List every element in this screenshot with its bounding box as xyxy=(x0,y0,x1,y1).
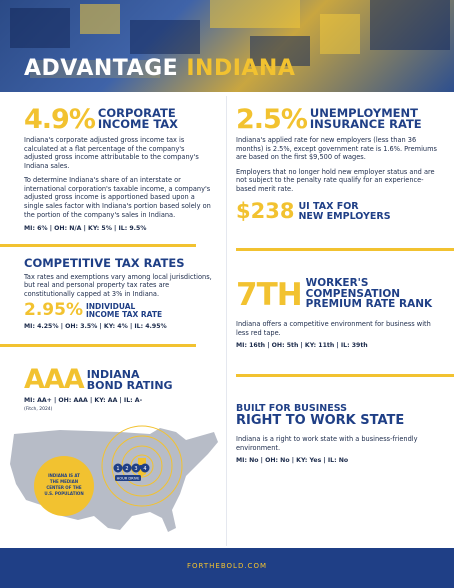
callout-line-4: U.S. POPULATION xyxy=(44,491,84,496)
ui-tax-stat: $238 xyxy=(236,199,295,224)
workers-comp-para: Indiana offers a competitive environment for business with less red tape. xyxy=(236,320,431,337)
workers-comp-stat: 7TH xyxy=(236,277,302,314)
footer xyxy=(0,548,454,588)
bond-rating-section xyxy=(24,366,220,413)
competitive-tax-para: Tax rates and exemptions vary among local jurisdictions, but real and personal property tax rates are constitutionally capped at 3% in Indiana. xyxy=(24,272,212,298)
workers-comp-bar xyxy=(236,374,454,377)
right-to-work-para: Indiana is a right to work state with a business-friendly environment. xyxy=(236,434,418,452)
hour-label-2: 2 xyxy=(125,466,129,472)
corporate-tax-section xyxy=(24,106,214,232)
unemployment-para1: Indiana's applied rate for new employers (less than 36 months) is 2.5%, except government rate is 1.6%. Premiums are based on the first $9,500 of wages. xyxy=(236,136,437,162)
bond-rating-heading: INDIANA BOND RATING xyxy=(86,367,173,392)
us-map xyxy=(0,420,226,548)
corporate-tax-comparison: MI: 6% | OH: N/A | KY: 5% | IL: 9.5% xyxy=(24,225,147,233)
income-tax-heading: INDIVIDUAL INCOME TAX RATE xyxy=(85,302,163,319)
bond-rating-comparison: MI: AA+ | OH: AAA | KY: AA | IL: A- xyxy=(24,397,143,404)
corporate-tax-heading: CORPORATE INCOME TAX xyxy=(97,105,179,132)
right-to-work-section xyxy=(236,404,442,464)
bond-rating-source: (Fitch, 2024) xyxy=(24,407,53,412)
hour-label-1: 1 xyxy=(116,466,120,472)
unemployment-bar xyxy=(236,248,454,251)
hour-drive-label: HOUR DRIVE xyxy=(116,476,140,481)
unemployment-section xyxy=(236,106,442,222)
right-to-work-heading: BUILT FOR BUSINESS RIGHT TO WORK STATE xyxy=(236,403,405,428)
unemployment-stat: 2.5% xyxy=(236,104,307,135)
column-divider xyxy=(226,96,227,546)
corporate-tax-bar xyxy=(0,244,196,247)
unemployment-heading: UNEMPLOYMENT INSURANCE RATE xyxy=(309,105,422,132)
corporate-tax-para1: Indiana's corporate adjusted gross income tax is calculated at a flat percentage of the company's adjusted gross income attributable to the company's Indiana sales. xyxy=(24,136,199,170)
income-tax-comparison: MI: 4.25% | OH: 3.5% | KY: 4% | IL: 4.95% xyxy=(24,323,167,331)
hero-banner xyxy=(0,0,454,92)
competitive-tax-bar xyxy=(0,344,196,347)
bond-rating-stat: AAA xyxy=(24,364,84,395)
page-title: ADVANTAGE INDIANA xyxy=(24,56,296,81)
callout-line-2: THE MEDIAN xyxy=(49,479,79,484)
income-tax-stat: 2.95% xyxy=(24,300,83,321)
callout-line-1: INDIANA IS AT xyxy=(48,473,80,478)
corporate-tax-stat: 4.9% xyxy=(24,104,95,135)
callout-line-3: CENTER OF THE xyxy=(46,485,82,490)
workers-comp-section xyxy=(236,278,442,349)
workers-comp-comparison: MI: 16th | OH: 5th | KY: 11th | IL: 39th xyxy=(236,342,368,350)
right-to-work-comparison: MI: No | OH: No | KY: Yes | IL: No xyxy=(236,457,349,465)
corporate-tax-para2: To determine Indiana's share of an interstate or international corporation's taxable income, a company's adjusted gross income is apportioned based upon a single sales factor with Indiana's portion based solely on the portion of the company's sales in Indiana. xyxy=(24,176,211,219)
footer-link[interactable]: FORTHEBOLD.COM xyxy=(187,562,267,570)
workers-comp-heading: WORKER'S COMPENSATION PREMIUM RATE RANK xyxy=(305,277,433,311)
unemployment-para2: Employers that no longer hold new employer status and are not subject to the penalty rate qualify for an experience-based merit rate. xyxy=(236,167,435,193)
ui-tax-heading: UI TAX FOR NEW EMPLOYERS xyxy=(298,201,391,222)
hour-label-4: 4 xyxy=(143,466,147,472)
competitive-tax-section xyxy=(24,258,214,330)
competitive-tax-heading: COMPETITIVE TAX RATES xyxy=(24,256,185,270)
hour-label-3: 3 xyxy=(134,466,138,472)
